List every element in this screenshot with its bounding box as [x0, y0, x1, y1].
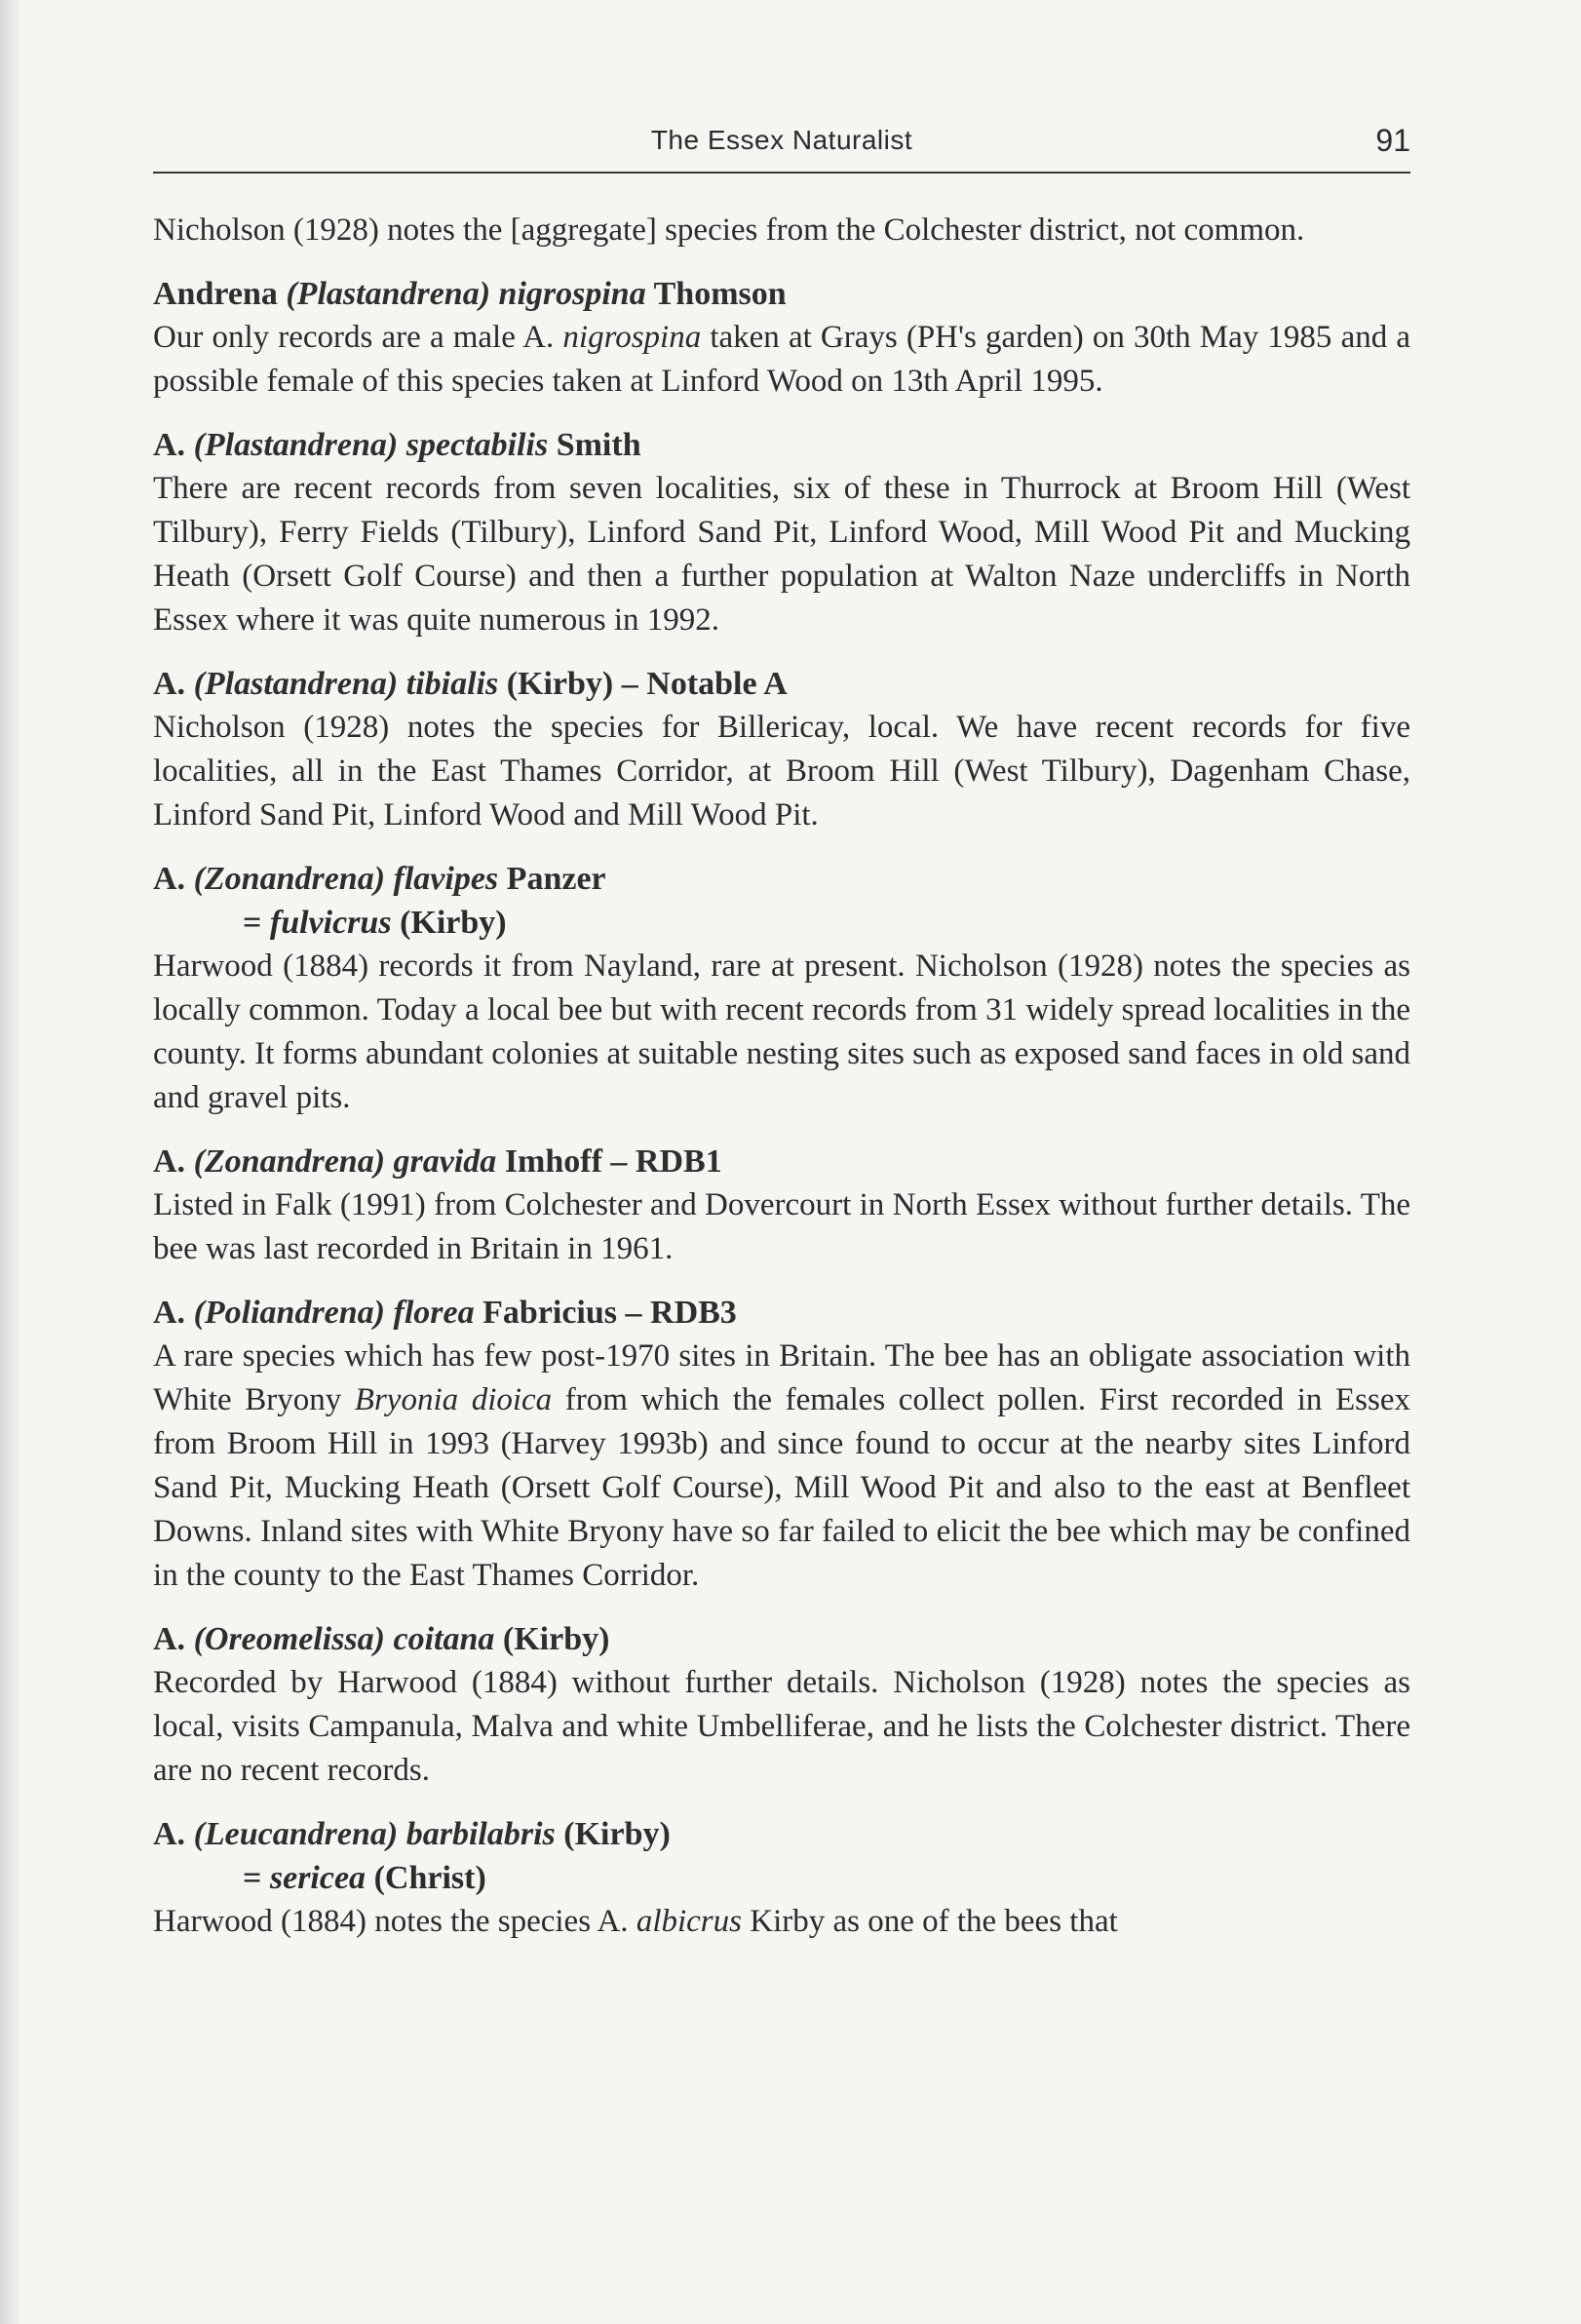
account-text: Our only records are a male A. [153, 320, 563, 355]
subgenus-name: (Poliandrena) [193, 1295, 386, 1331]
species-entry [153, 857, 1410, 1120]
conservation-status: – RDB1 [601, 1143, 722, 1180]
subgenus-name: (Oreomelissa) [193, 1621, 385, 1657]
species-heading [153, 423, 1410, 467]
species-entry [153, 423, 1410, 642]
species-entry [153, 272, 1410, 404]
species-account [153, 1900, 1410, 1944]
account-text: Harwood (1884) notes the species A. [153, 1904, 636, 1939]
account-italic: nigrospina [562, 320, 702, 355]
genus-name: A. [153, 861, 186, 897]
account-text-continued: Kirby as one of the bees that [741, 1904, 1118, 1939]
species-account [153, 706, 1410, 837]
subgenus-name: (Plastandrena) [193, 666, 399, 702]
species-entry [153, 1140, 1410, 1271]
genus-name: A. [153, 427, 186, 463]
genus-name: A. [153, 1621, 186, 1657]
genus-name: A. [153, 1295, 186, 1331]
subgenus-name: (Plastandrena) [286, 276, 491, 312]
genus-name: A. [153, 1143, 186, 1180]
species-author: Imhoff [504, 1143, 602, 1180]
account-text: Listed in Falk (1991) from Colchester and Dovercourt in North Essex without further details. The bee was last recorded in Britain in 1961. [153, 1187, 1410, 1266]
species-account [153, 1335, 1410, 1598]
account-text: There are recent records from seven localities, six of these in Thurrock at Broom Hill (West Tilbury), Ferry Fields (Tilbury), Linford Sand Pit, Linford Wood, Mill Wood Pit and Mucking Heath (Orsett Golf Course) and then a further population at Walton Naze undercliffs in North Essex where it was quite numerous in 1992. [153, 471, 1410, 638]
account-text: A rare species which has few post-1970 sites in Britain. The bee has an obligate association with White Bryony [153, 1338, 1410, 1417]
species-name: spectabilis [405, 427, 549, 463]
species-author: Smith [556, 427, 641, 463]
journal-title: The Essex Naturalist [650, 125, 913, 155]
species-heading [153, 1617, 1410, 1661]
species-name: florea [393, 1295, 475, 1331]
species-entry [153, 1812, 1410, 1944]
genus-name: A. [153, 666, 186, 702]
species-account [153, 1183, 1410, 1271]
species-name: gravida [393, 1143, 497, 1180]
genus-name: A. [153, 1816, 186, 1852]
subgenus-name: (Zonandrena) [193, 1143, 386, 1180]
subgenus-name: (Plastandrena) [193, 427, 399, 463]
synonym-species: fulvicrus [269, 905, 392, 941]
species-name: nigrospina [498, 276, 646, 312]
species-author: Thomson [653, 276, 787, 312]
species-heading [153, 1291, 1410, 1335]
genus-name: Andrena [153, 276, 278, 312]
synonym-author: (Christ) [373, 1860, 486, 1896]
account-text-continued: from which the females collect pollen. First recorded in Essex from Broom Hill in 1993 (Harvey 1993b) and since found to occur at the nearby sites Linford Sand Pit, Mucking Heath (Orsett Golf Course), Mill Wood Pit and also to the east at Benfleet Downs. Inland sites with White Bryony have so far failed to elicit the bee which may be confined in the county to the East Thames Corridor. [153, 1382, 1410, 1593]
account-text: Harwood (1884) records it from Nayland, rare at present. Nicholson (1928) notes the species as locally common. Today a local bee but with recent records from 31 widely spread localities in the county. It forms abundant colonies at suitable nesting sites such as exposed sand faces in old sand and gravel pits. [153, 949, 1410, 1115]
subgenus-name: (Zonandrena) [193, 861, 386, 897]
species-entry [153, 1617, 1410, 1793]
species-author: Fabricius [482, 1295, 618, 1331]
conservation-status: – RDB3 [617, 1295, 737, 1331]
account-text: Nicholson (1928) notes the species for Billericay, local. We have recent records for five localities, all in the East Thames Corridor, at Broom Hill (West Tilbury), Dagenham Chase, Linford Sand Pit, Linford Wood and Mill Wood Pit. [153, 710, 1410, 833]
synonym-line [153, 901, 1410, 945]
synonym-author: (Kirby) [400, 905, 507, 941]
synonym-prefix: = [243, 1860, 270, 1896]
account-text-continued: taken at Grays (PH's garden) on 30th May 1985 and a possible female of this species taken at Linford Wood on 13th April 1995. [153, 320, 1410, 399]
account-italic: albicrus [636, 1904, 742, 1939]
species-heading [153, 1140, 1410, 1183]
synonym-species: sericea [269, 1860, 366, 1896]
species-heading [153, 272, 1410, 316]
species-author: (Kirby) [502, 1621, 610, 1657]
species-account [153, 316, 1410, 404]
account-text: Recorded by Harwood (1884) without further details. Nicholson (1928) notes the species as local, visits Campanula, Malva and white Umbelliferae, and he lists the Colchester district. There are no recent records. [153, 1665, 1410, 1788]
page-edge-shadow [0, 0, 21, 2324]
page-body [153, 209, 1410, 1944]
species-account [153, 945, 1410, 1120]
species-entries [153, 272, 1410, 1944]
page-number: 91 [1375, 123, 1410, 158]
species-account [153, 1661, 1410, 1793]
species-author: (Kirby) [563, 1816, 671, 1852]
species-author: (Kirby) [506, 666, 614, 702]
species-name: barbilabris [405, 1816, 556, 1852]
intro-paragraph: Nicholson (1928) notes the [aggregate] species from the Colchester district, not common. [153, 213, 1305, 248]
species-account [153, 467, 1410, 642]
species-name: coitana [393, 1621, 495, 1657]
synonym-prefix: = [243, 905, 270, 941]
species-name: flavipes [393, 861, 499, 897]
species-heading [153, 857, 1410, 901]
species-author: Panzer [506, 861, 606, 897]
species-name: tibialis [405, 666, 499, 702]
species-heading [153, 1812, 1410, 1856]
account-italic: Bryonia dioica [354, 1382, 553, 1417]
species-entry [153, 1291, 1410, 1598]
species-heading [153, 662, 1410, 706]
synonym-line [153, 1856, 1410, 1900]
conservation-status: – Notable A [613, 666, 788, 702]
species-entry [153, 662, 1410, 837]
subgenus-name: (Leucandrena) [193, 1816, 399, 1852]
running-header [153, 115, 1410, 174]
document-page [153, 115, 1410, 1944]
